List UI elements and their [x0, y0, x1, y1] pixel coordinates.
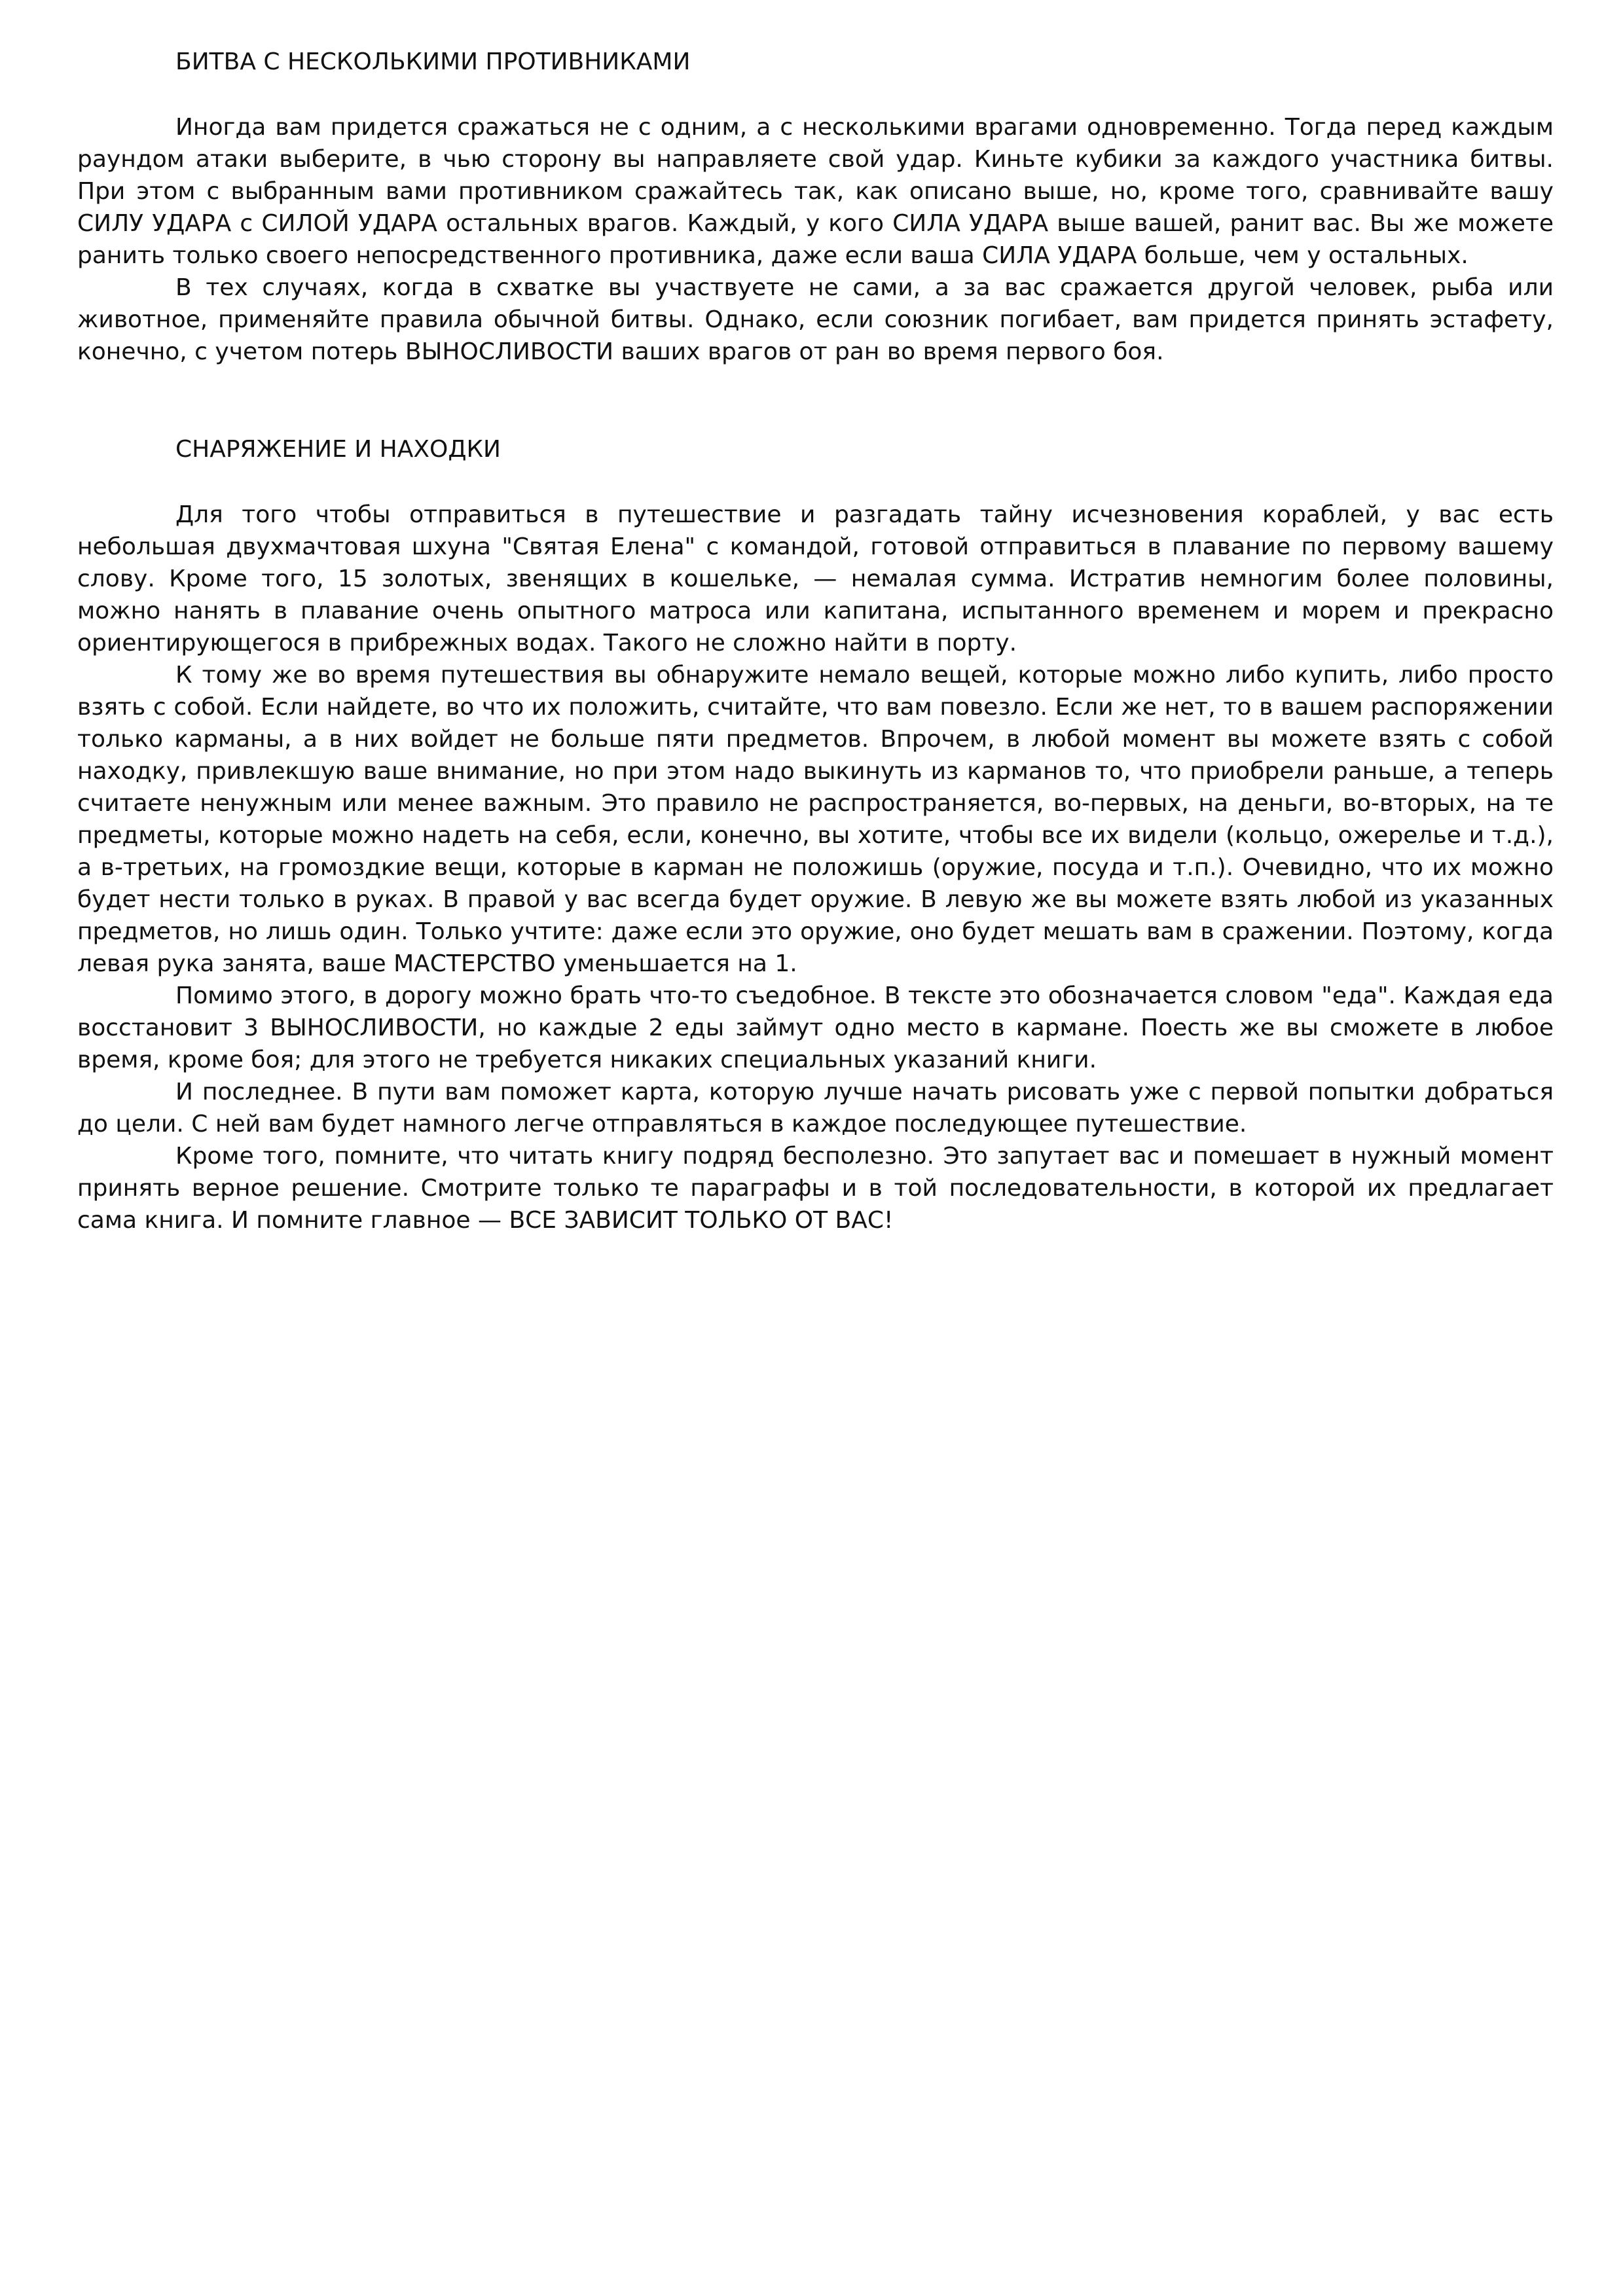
paragraph: К тому же во время путешествия вы обнаружите немало вещей, которые можно либо купить, либо просто взять с собой. Если найдете, во что их положить, считайте, что вам повезло. Если же нет, то в вашем распоряжении только карманы, а в них войдет не больше пяти предметов. Впрочем, в любой момент вы можете взять с собой находку, привлекшую ваше внимание, но при этом надо выкинуть из карманов то, что приобрели раньше, а теперь считаете ненужным или менее важным. Это правило не распространяется, во-первых, на деньги, во-вторых, на те предметы, которые можно надеть на себя, если, конечно, вы хотите, чтобы все их видели (кольцо, ожерелье и т.д.), а в-третьих, на громоздкие вещи, которые в карман не положишь (оружие, посуда и т.п.). Очевидно, что их можно будет нести только в руках. В правой у вас всегда будет оружие. В левую же вы можете взять любой из указанных предметов, но лишь один. Только учтите: даже если это оружие, оно будет мешать вам в сражении. Поэтому, когда левая рука занята, ваше МАСТЕРСТВО уменьшается на 1.: [77, 662, 1554, 977]
section-equipment: [77, 433, 1554, 1236]
section-heading: БИТВА С НЕСКОЛЬКИМИ ПРОТИВНИКАМИ: [175, 48, 691, 75]
section-multiple-opponents: [77, 46, 1554, 368]
document-body: [77, 46, 1554, 1236]
paragraph: И последнее. В пути вам поможет карта, которую лучше начать рисовать уже с первой попытки добраться до цели. С ней вам будет намного легче отправляться в каждое последующее путешествие.: [77, 1079, 1554, 1138]
section-heading: СНАРЯЖЕНИЕ И НАХОДКИ: [175, 436, 501, 463]
paragraph: Иногда вам придется сражаться не с одним, а с несколькими врагами одновременно. Тогда перед каждым раундом атаки выберите, в чью сторону вы направляете свой удар. Киньте кубики за каждого участника битвы. При этом с выбранным вами противником сражайтесь так, как описано выше, но, кроме того, сравнивайте вашу СИЛУ УДАРА с СИЛОЙ УДАРА остальных врагов. Каждый, у кого СИЛА УДАРА выше вашей, ранит вас. Вы же можете ранить только своего непосредственного противника, даже если ваша СИЛА УДАРА больше, чем у остальных.: [77, 114, 1554, 269]
paragraph: Кроме того, помните, что читать книгу подряд бесполезно. Это запутает вас и помешает в нужный момент принять верное решение. Смотрите только те параграфы и в той последовательности, в которой их предлагает сама книга. И помните главное — ВСЕ ЗАВИСИТ ТОЛЬКО ОТ ВАС!: [77, 1143, 1554, 1234]
paragraph: Помимо этого, в дорогу можно брать что-то съедобное. В тексте это обозначается словом "еда". Каждая еда восстановит 3 ВЫНОСЛИВОСТИ, но каждые 2 еды займут одно место в кармане. Поесть же вы сможете в любое время, кроме боя; для этого не требуется никаких специальных указаний книги.: [77, 982, 1554, 1073]
paragraph: Для того чтобы отправиться в путешествие и разгадать тайну исчезновения кораблей, у вас есть небольшая двухмачтовая шхуна "Святая Елена" с командой, готовой отправиться в плавание по первому вашему слову. Кроме того, 15 золотых, звенящих в кошельке, — немалая сумма. Истратив немногим более половины, можно нанять в плавание очень опытного матроса или капитана, испытанного временем и морем и прекрасно ориентирующегося в прибрежных водах. Такого не сложно найти в порту.: [77, 501, 1554, 656]
paragraph: В тех случаях, когда в схватке вы участвуете не сами, а за вас сражается другой человек, рыба или животное, применяйте правила обычной битвы. Однако, если союзник погибает, вам придется принять эстафету, конечно, с учетом потерь ВЫНОСЛИВОСТИ ваших врагов от ран во время первого боя.: [77, 274, 1554, 365]
